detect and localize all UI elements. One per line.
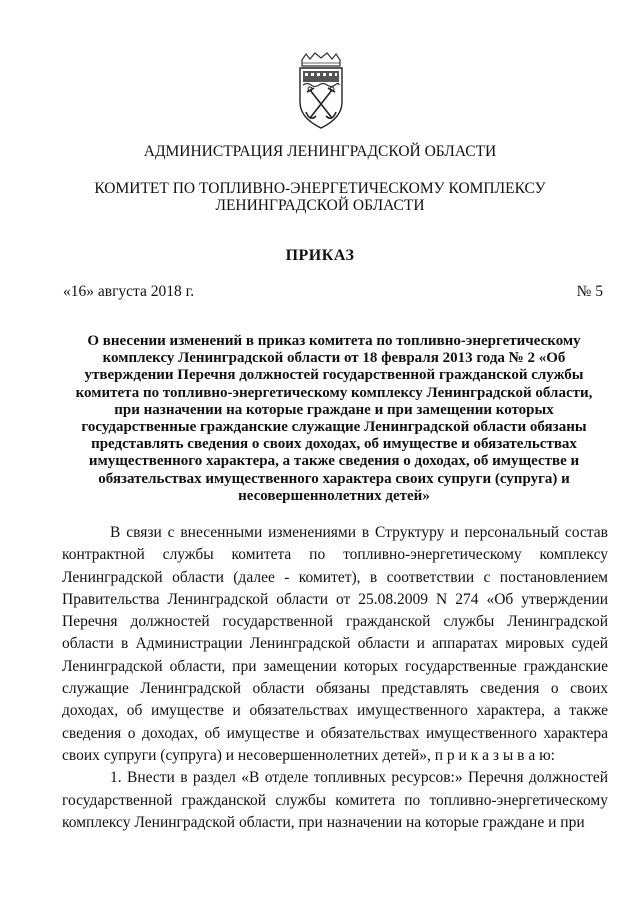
coat-of-arms-icon — [296, 52, 346, 132]
document-type: ПРИКАЗ — [285, 247, 355, 264]
body-paragraph: В связи с внесенными изменениями в Структуру и персональный состав контрактной службы комитета по топливно-энергетическому комплексу Ленинградской области (далее - комитет), в соответствии с постановлением Правительства Ленинградской области от 25.08.2009 N 274 «Об утверждении Перечня должностей государственной гражданской службы Ленинградской области в Администрации Ленинградской области и аппаратах мировых судей Ленинградской области, при замещении которых государственные гражданские служащие Ленинградской области обязаны представлять сведения о своих доходах, об имуществе и обязательствах имущественного характера, а также сведения о доходах, об имуществе и обязательствах имущественного характера своих супруги (супруга) и несовершеннолетних детей», п р и к а з ы в а ю: — [62, 524, 608, 764]
committee-name-line1: КОМИТЕТ ПО ТОПЛИВНО-ЭНЕРГЕТИЧЕСКОМУ КОМПЛЕКСУ — [94, 180, 546, 197]
document-title: О внесении изменений в приказ комитета по топливно-энергетическому комплексу Ленинградской области от 18 февраля 2013 года № 2 «Об утверждении Перечня должностей государственной гражданской службы комитета по топливно-энергетическому комплексу Ленинградской области, при назначении на которые граждане и при замещении которых государственные гражданские служащие Ленинградской области обязаны представлять сведения о своих доходах, об имуществе и обязательствах имущественного характера, а также сведения о доходах, об имуществе и обязательствах имущественного характера своих супруги (супруга) и несовершеннолетних детей» — [75, 333, 593, 504]
document-date: «16» августа 2018 г. — [63, 283, 195, 300]
committee-name-line2: ЛЕНИНГРАДСКОЙ ОБЛАСТИ — [215, 197, 425, 214]
organization-name: АДМИНИСТРАЦИЯ ЛЕНИНГРАДСКОЙ ОБЛАСТИ — [143, 143, 497, 160]
body-paragraph: 1. Внести в раздел «В отделе топливных ресурсов:» Перечня должностей государственной гражданской службы комитета по топливно-энергетическому комплексу Ленинградской области, при назначении на которые граждане и при — [62, 769, 608, 831]
document-number: № 5 — [576, 283, 603, 300]
document-body — [62, 522, 608, 834]
